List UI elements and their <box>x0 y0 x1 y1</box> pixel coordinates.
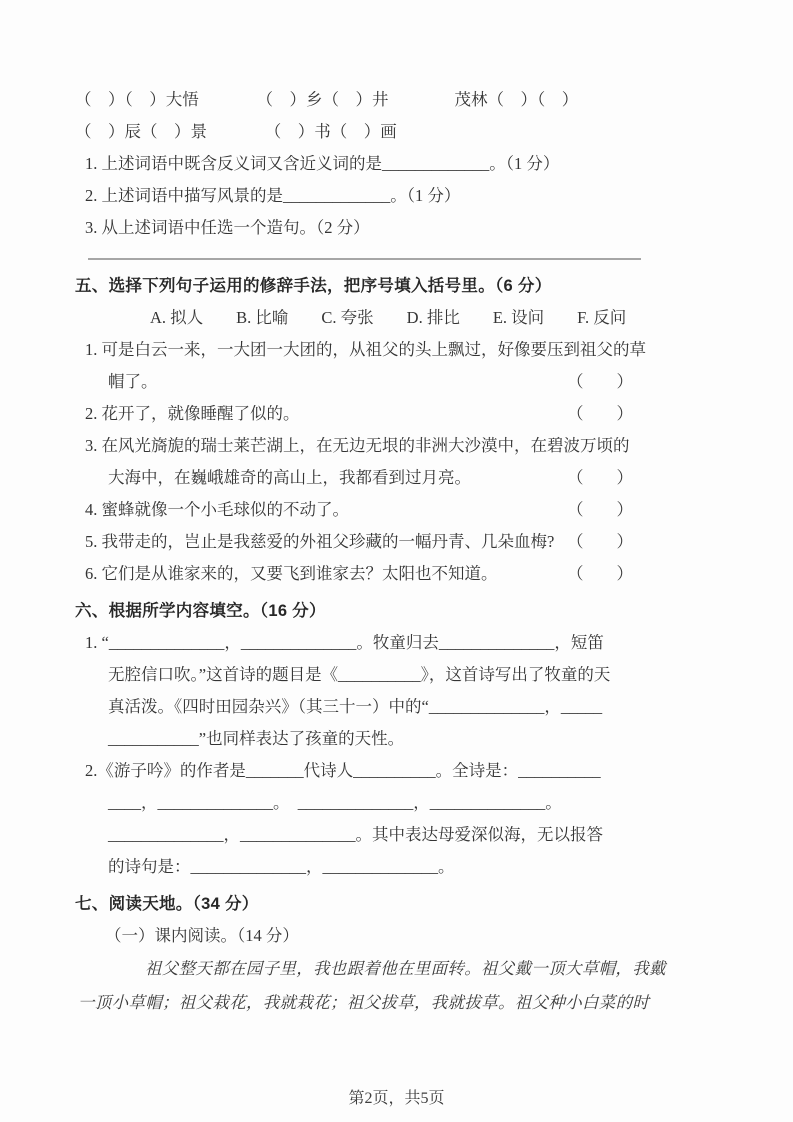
rhetoric-options: A. 拟人 B. 比喻 C. 夸张 D. 排比 E. 设问 F. 反问 <box>150 308 627 327</box>
fill-blank-line: ______________，______________。其中表达母爱深似海，无以报答 <box>108 825 603 844</box>
page-content <box>75 84 666 1020</box>
reading-subheading: （一）课内阅读。（14 分） <box>105 926 299 945</box>
answer-brackets: （ ） <box>567 564 633 583</box>
answer-brackets: （ ） <box>567 500 633 519</box>
fill-blank-line: ____，______________。 ______________，______________。 <box>108 793 562 812</box>
question-line: 3. 从上述词语中任选一个造句。（2 分） <box>85 218 370 237</box>
fill-blank-item <box>75 755 657 883</box>
answer-brackets: （ ） <box>567 372 633 391</box>
rhetoric-item <box>75 526 657 558</box>
word-blank-row: （ ）辰（ ）景 （ ）书（ ）画 <box>75 122 397 141</box>
fill-blank-line: ___________”也同样表达了孩童的天性。 <box>108 729 405 748</box>
answer-brackets: （ ） <box>567 404 633 423</box>
section7-heading: 七、阅读天地。（34 分） <box>75 895 259 913</box>
page-footer: 第2页，共5页 <box>348 1090 445 1107</box>
rhetoric-item <box>75 398 657 430</box>
item-text: 2. 花开了，就像睡醒了似的。 <box>85 404 300 423</box>
fill-blank-line: 无腔信口吹。”这首诗的题目是《__________》，这首诗写出了牧童的天 <box>108 665 611 684</box>
item-text: 大海中，在巍峨雄奇的高山上，我都看到过月亮。 <box>108 468 471 487</box>
section-divider <box>88 258 641 260</box>
fill-blank-line: 2.《游子吟》的作者是_______代诗人__________。全诗是：__________ <box>85 761 601 780</box>
passage-line: 祖父整天都在园子里，我也跟着他在里面转。祖父戴一顶大草帽，我戴 <box>145 959 666 978</box>
fill-blank-line: 的诗句是：______________，______________。 <box>108 857 455 876</box>
fill-blank-item <box>75 627 657 755</box>
item-text: 6. 它们是从谁家来的，又要飞到谁家去？太阳也不知道。 <box>85 564 498 583</box>
rhetoric-item <box>75 494 657 526</box>
passage-line: 一顶小草帽；祖父栽花，我就栽花；祖父拔草，我就拔草。祖父种小白菜的时 <box>78 993 650 1012</box>
answer-brackets: （ ） <box>567 468 633 487</box>
word-blank-row: （ ）（ ）大悟 （ ）乡（ ）井 茂林（ ）（ ） <box>75 90 579 109</box>
question-line: 1. 上述词语中既含反义词又含近义词的是_____________。（1 分） <box>85 154 560 173</box>
rhetoric-item <box>75 558 657 590</box>
fill-blank-line: 1. “______________，______________。牧童归去______________，短笛 <box>85 633 604 652</box>
rhetoric-item <box>75 430 657 494</box>
section5-heading: 五、选择下列句子运用的修辞手法，把序号填入括号里。（6 分） <box>75 277 552 295</box>
item-text: 3. 在风光旖旎的瑞士莱芒湖上，在无边无垠的非洲大沙漠中，在碧波万顷的 <box>85 436 630 455</box>
item-text: 4. 蜜蜂就像一个小毛球似的不动了。 <box>85 500 349 519</box>
rhetoric-item <box>75 334 657 398</box>
answer-brackets: （ ） <box>567 532 633 551</box>
item-text: 帽了。 <box>108 372 158 391</box>
question-line: 2. 上述词语中描写风景的是_____________。（1 分） <box>85 186 461 205</box>
item-text: 5. 我带走的，岂止是我慈爱的外祖父珍藏的一幅丹青、几朵血梅? <box>85 532 555 551</box>
fill-blank-line: 真活泼。《四时田园杂兴》（其三十一）中的“______________，_____ <box>108 697 603 716</box>
section6-heading: 六、根据所学内容填空。（16 分） <box>75 602 326 620</box>
item-text: 1. 可是白云一来，一大团一大团的，从祖父的头上飘过，好像要压到祖父的草 <box>85 340 646 359</box>
reading-passage <box>78 952 666 1020</box>
